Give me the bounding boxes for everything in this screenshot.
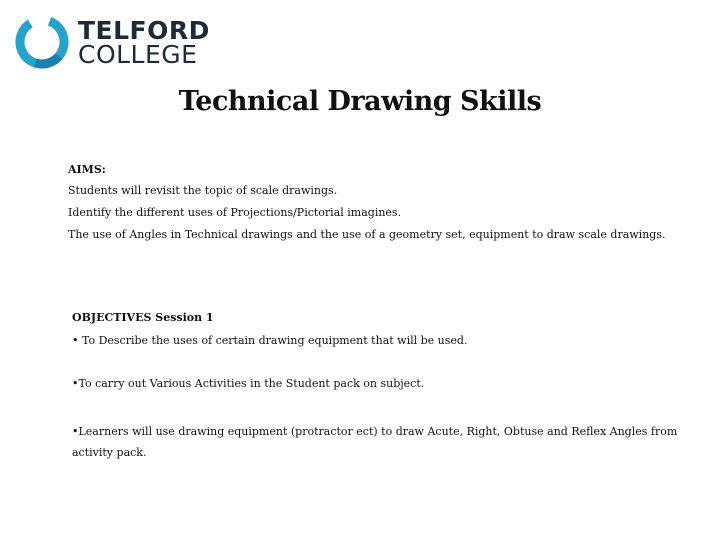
telford-college-logo	[12, 10, 210, 72]
objectives-heading: OBJECTIVES Session 1	[72, 311, 214, 324]
aims-line: Students will revisit the topic of scale drawings.	[68, 184, 338, 197]
objective-item: •Learners will use drawing equipment (protractor ect) to draw Acute, Right, Obtuse and Reflex Angles from activity pack.	[72, 425, 678, 459]
page-title: Technical Drawing Skills	[178, 86, 542, 117]
aims-line: Identify the different uses of Projections/Pictorial imagines.	[68, 206, 402, 219]
objective-item: • To Describe the uses of certain drawing equipment that will be used.	[72, 334, 468, 347]
logo-line-1: TELFORD	[78, 16, 210, 45]
aims-line: The use of Angles in Technical drawings and the use of a geometry set, equipment to draw scale drawings.	[68, 228, 666, 241]
aims-heading: AIMS:	[68, 163, 106, 176]
objective-item: •To carry out Various Activities in the Student pack on subject.	[72, 377, 425, 390]
logo-line-2: COLLEGE	[78, 40, 198, 69]
college-ring-icon	[12, 12, 72, 72]
